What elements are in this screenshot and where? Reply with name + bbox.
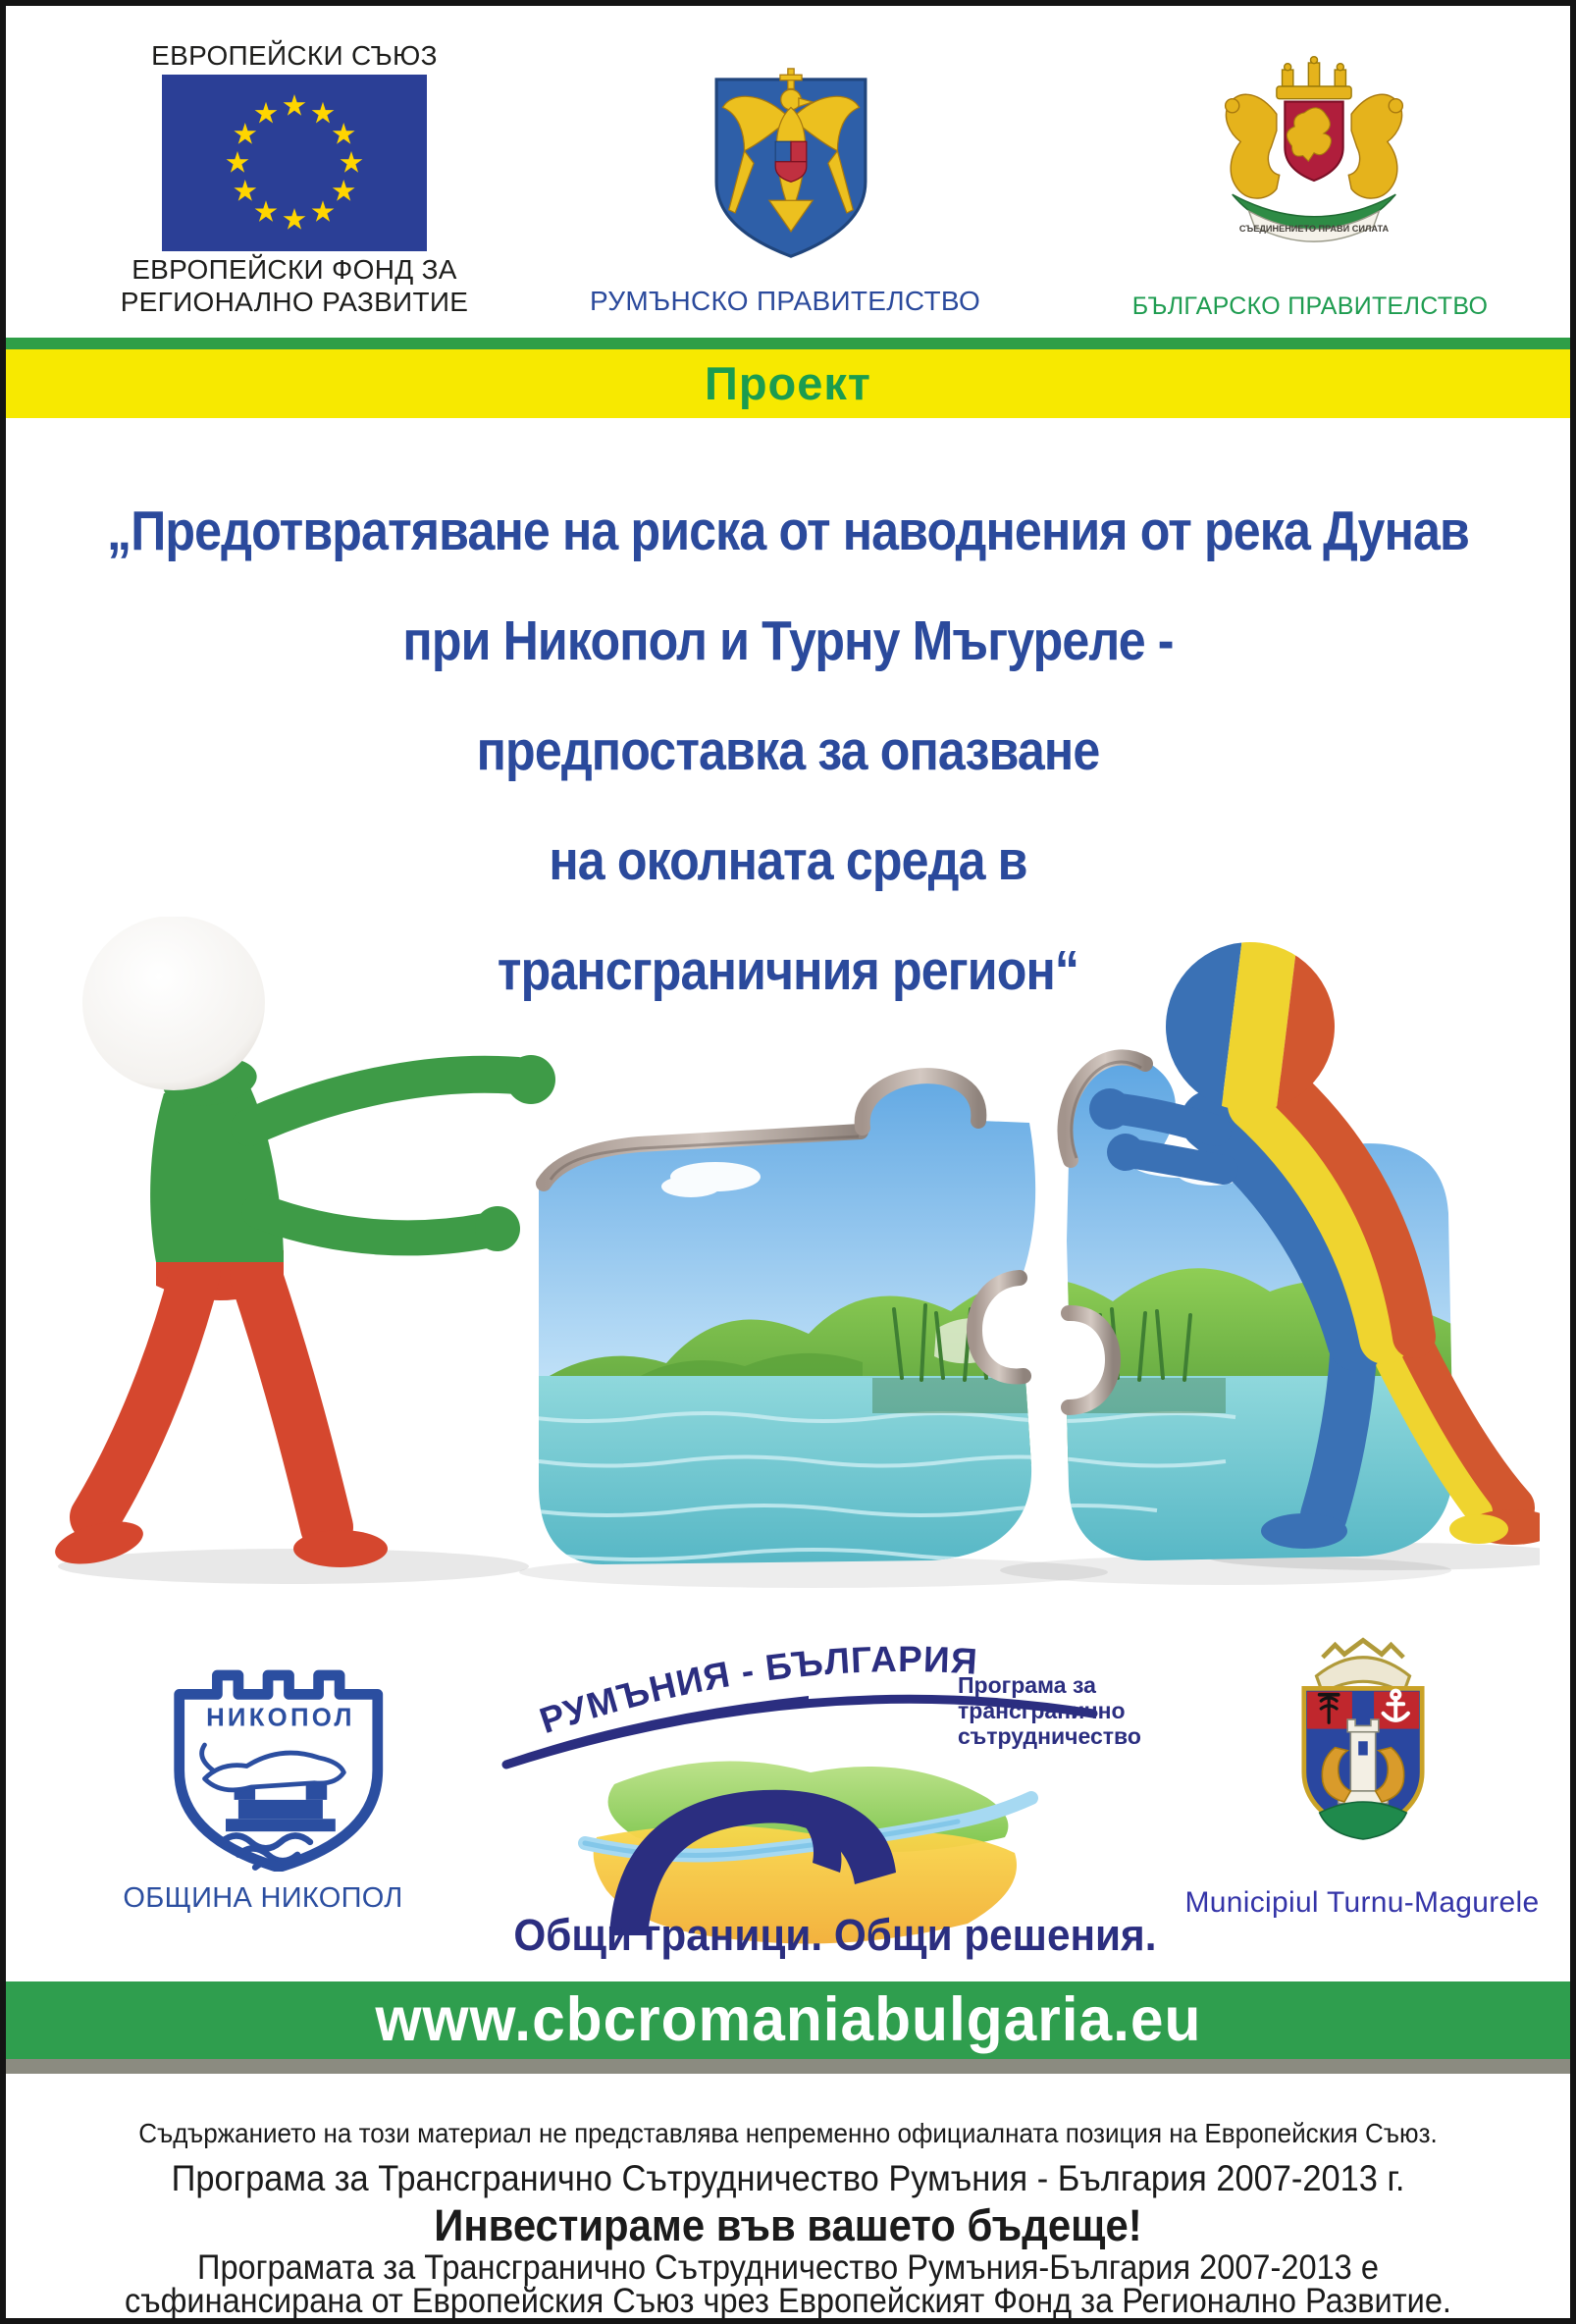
bulgarian-government-label: БЪЛГАРСКО ПРАВИТЕЛСТВО [1131, 292, 1489, 320]
green-divider-bar [6, 338, 1570, 349]
title-line-2: при Никопол и Турну Мъгуреле - [402, 609, 1174, 672]
cbc-descriptor-line1: Програма за [958, 1672, 1096, 1698]
cbc-arc-label: РУМЪНИЯ - БЪЛГАРИЯ [534, 1638, 979, 1742]
nikopol-label: ОБЩИНА НИКОПОЛ [123, 1882, 403, 1914]
flag-figures-joining-nature-puzzle-illustration [48, 917, 1540, 1604]
romanian-government-label: РУМЪНСКО ПРАВИТЕЛСТВО [589, 286, 981, 316]
title-line-1: „Предотвратяване на риска от наводнения от река Дунав [107, 500, 1469, 562]
eu-fund-line1: ЕВРОПЕЙСКИ ФОНД ЗА [131, 254, 457, 285]
cbc-slogan: Общи граници. Общи решения. [513, 1910, 1157, 1960]
footer-programme: Програма за Трансгранично Сътрудничество Румъния - България 2007-2013 г. [171, 2158, 1405, 2198]
title-line-3: предпоставка за опазване [476, 719, 1100, 782]
footer-disclaimer: Съдържанието на този материал не представлява непременно официалната позиция на Европейския Съюз. [138, 2118, 1438, 2148]
eu-fund-line2: РЕГИОНАЛНО РАЗВИТИЕ [120, 287, 469, 317]
title-line-4: на околната среда в [549, 829, 1027, 892]
project-banner [6, 349, 1570, 418]
eu-fund-label [59, 253, 530, 318]
eu-union-label: ЕВРОПЕЙСКИ СЪЮЗ [151, 40, 438, 71]
nikopol-municipality-emblem-icon [141, 1661, 394, 1872]
turnu-magurele-emblem-icon [1270, 1629, 1456, 1863]
eu-flag-icon [162, 75, 427, 251]
website-banner [6, 1981, 1570, 2059]
bulgaria-figure [51, 917, 555, 1572]
website-url: www.cbcromaniabulgaria.eu [375, 1985, 1201, 2054]
bulgaria-figure-head [82, 917, 265, 1090]
bulgaria-coat-of-arms-icon [1196, 53, 1432, 261]
cbc-programme-logo [495, 1627, 1157, 1985]
project-banner-label: Проект [705, 357, 871, 409]
cbc-descriptor [958, 1672, 1141, 1749]
turnu-magurele-label: Municipiul Turnu-Magurele [1184, 1886, 1540, 1919]
cbc-descriptor-line3: сътрудничество [958, 1723, 1141, 1749]
title-line-5: трансграничния регион“ [497, 939, 1079, 1002]
cbc-descriptor-line2: трансгранично [958, 1698, 1126, 1723]
left-figure-shadow [58, 1549, 529, 1584]
bulgarian-coat-motto: СЪЕДИНЕНИЕТО ПРАВИ СИЛАТА [1238, 224, 1390, 235]
nikopol-emblem-text: НИКОПОЛ [206, 1704, 355, 1732]
footer-cofinancing-line2: съфинансирана от Европейския Съюз чрез Европейският Фонд за Регионално Развитие. [125, 2282, 1451, 2320]
gray-divider-bar [6, 2059, 1570, 2074]
romania-coat-of-arms-icon [698, 61, 884, 272]
footer-invest-slogan: Инвестираме във вашето бъдеще! [434, 2200, 1142, 2250]
svg-text:РУМЪНИЯ - БЪЛГАРИЯ [535, 1639, 979, 1741]
footer-cofinancing-line1: Програмата за Трансгранично Сътрудничество Румъния-България 2007-2013 е [197, 2248, 1379, 2287]
